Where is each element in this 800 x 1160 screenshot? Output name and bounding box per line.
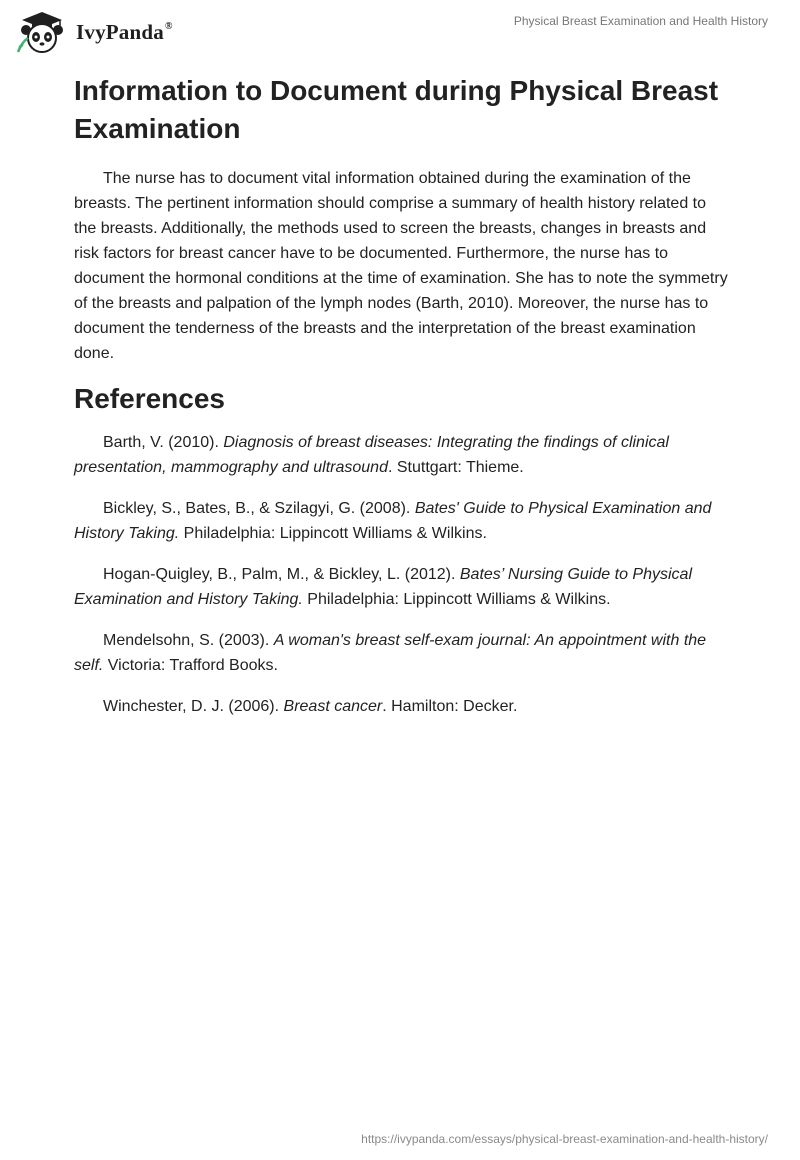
reference-publisher: Victoria: Trafford Books. bbox=[103, 657, 278, 674]
reference-authors: Hogan-Quigley, B., Palm, M., & Bickley, L. (2012). bbox=[103, 566, 460, 583]
page-header bbox=[0, 0, 800, 60]
body-paragraph: The nurse has to document vital information obtained during the examination of the breasts. The pertinent information should comprise a summary of health history related to the breasts. Additionally, the methods used to screen the breasts, changes in breasts and risk factors for breast cancer have to be documented. Furthermore, the nurse has to document the hormonal conditions at the time of examination. She has to note the symmetry of the breasts and palpation of the lymph nodes (Barth, 2010). Moreover, the nurse has to document the tenderness of the breasts and the interpretation of the breast examination done. bbox=[74, 170, 728, 362]
reference-item bbox=[74, 694, 728, 719]
reference-work: Breast cancer bbox=[283, 698, 383, 715]
reference-authors: Mendelsohn, S. (2003). bbox=[103, 632, 274, 649]
reference-work: A woman's breast self-exam journal: An appointment with the self. bbox=[74, 632, 707, 674]
reference-item bbox=[74, 562, 728, 612]
reference-publisher: Philadelphia: Lippincott Williams & Wilkins. bbox=[302, 591, 611, 608]
document-content bbox=[74, 72, 728, 735]
reference-work: Diagnosis of breast diseases: Integrating the findings of clinical presentation, mammography and ultrasound bbox=[74, 434, 669, 476]
reference-publisher: . Hamilton: Decker. bbox=[382, 698, 518, 715]
running-title: Physical Breast Examination and Health History bbox=[513, 14, 768, 28]
reference-authors: Bickley, S., Bates, B., & Szilagyi, G. (2008). bbox=[103, 500, 415, 517]
references-heading: References bbox=[74, 383, 225, 414]
source-url-link[interactable]: https://ivypanda.com/essays/physical-breast-examination-and-health-history/ bbox=[361, 1132, 768, 1146]
reference-publisher: . Stuttgart: Thieme. bbox=[387, 459, 524, 476]
brand-name[interactable]: IvyPanda® bbox=[76, 20, 173, 44]
reference-work: Bates' Guide to Physical Examination and History Taking. bbox=[74, 500, 712, 542]
reference-authors: Winchester, D. J. (2006). bbox=[103, 698, 284, 715]
reference-item bbox=[74, 628, 728, 678]
reference-item bbox=[74, 430, 728, 480]
reference-authors: Barth, V. (2010). bbox=[103, 434, 224, 451]
panda-logo-icon[interactable] bbox=[14, 8, 70, 54]
reference-publisher: Philadelphia: Lippincott Williams & Wilkins. bbox=[179, 525, 487, 542]
section-heading: Information to Document during Physical Breast Examination bbox=[74, 75, 719, 144]
reference-item bbox=[74, 496, 728, 546]
reference-work: Bates’ Nursing Guide to Physical Examination and History Taking. bbox=[74, 566, 692, 608]
references-list bbox=[74, 430, 728, 719]
